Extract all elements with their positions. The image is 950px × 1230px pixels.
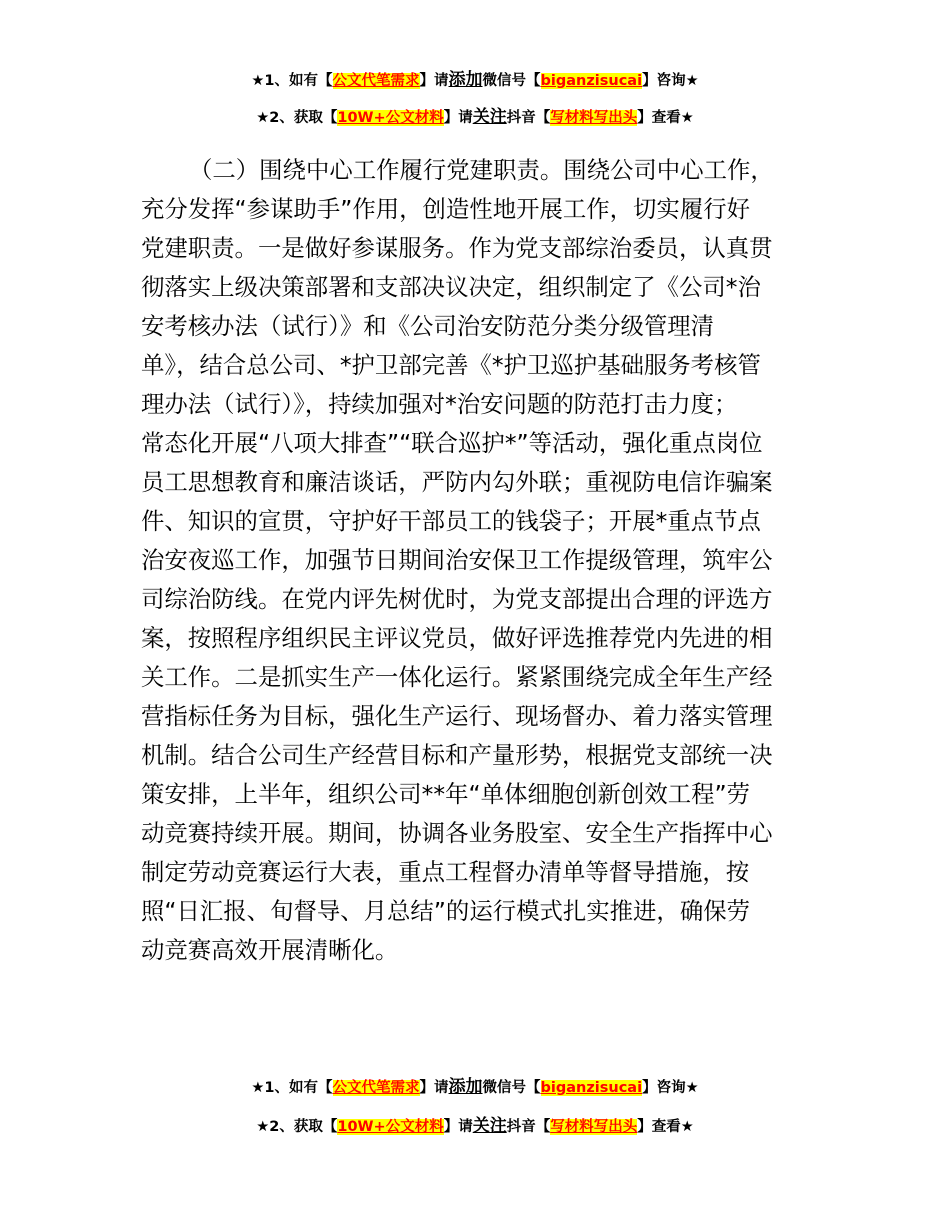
promo-mid: 】请 [443, 110, 473, 126]
body-line: 策安排，上半年，组织公司**年“单体细胞创新创效工程”劳 [141, 780, 750, 808]
promo-underlined-verb: 添加 [448, 1077, 483, 1097]
promo-mid: 微信号【 [482, 1080, 541, 1096]
promo-highlight-wechat-id: biganzisucai [540, 73, 643, 89]
promo-mid: 】请 [419, 1080, 449, 1096]
body-line: 治安夜巡工作，加强节日期间治安保卫工作提级管理，筑牢公 [141, 546, 773, 574]
body-line: 司综治防线。在党内评先树优时，为党支部提出合理的评选方 [141, 585, 773, 613]
body-line: 员工思想教育和廉洁谈话，严防内勾外联；重视防电信诈骗案 [141, 468, 773, 496]
promo-line-wechat [0, 70, 950, 91]
promo-suffix: 】查看★ [637, 1119, 694, 1135]
promo-suffix: 】咨询★ [642, 1080, 699, 1096]
promo-suffix: 】查看★ [637, 110, 694, 126]
promo-underlined-verb: 关注 [472, 107, 507, 127]
body-line: 充分发挥“参谋助手”作用，创造性地开展工作，切实履行好 [141, 195, 750, 223]
promo-highlight-wechat-id: biganzisucai [540, 1080, 643, 1096]
body-line: 关工作。二是抓实生产一体化运行。紧紧围绕完成全年生产经 [141, 663, 773, 691]
body-line: 机制。结合公司生产经营目标和产量形势，根据党支部统一决 [141, 741, 773, 769]
promo-prefix: ★1、如有【 [251, 73, 333, 89]
body-line: 动竞赛高效开展清晰化。 [141, 936, 399, 964]
promo-highlight-materials: 10W+公文材料 [337, 110, 444, 126]
body-line: 营指标任务为目标，强化生产运行、现场督办、着力落实管理 [141, 702, 773, 730]
promo-line-wechat-footer [0, 1077, 950, 1098]
body-line: 党建职责。一是做好参谋服务。作为党支部综治委员，认真贯 [141, 234, 773, 262]
promo-highlight-materials: 10W+公文材料 [337, 1119, 444, 1135]
body-line: 照“日汇报、旬督导、月总结”的运行模式扎实推进，确保劳 [141, 897, 750, 925]
body-line: 制定劳动竞赛运行大表，重点工程督办清单等督导措施，按 [141, 858, 750, 886]
promo-highlight-service: 公文代笔需求 [332, 1080, 420, 1096]
promo-line-douyin-footer [0, 1116, 950, 1137]
promo-highlight-service: 公文代笔需求 [332, 73, 420, 89]
promo-prefix: ★2、获取【 [256, 110, 338, 126]
promo-underlined-verb: 添加 [448, 70, 483, 90]
promo-mid: 】请 [443, 1119, 473, 1135]
promo-highlight-douyin-account: 写材料写出头 [550, 110, 638, 126]
promo-suffix: 】咨询★ [642, 73, 699, 89]
promo-mid: 】请 [419, 73, 449, 89]
body-line: 件、知识的宣贯，守护好干部员工的钱袋子；开展*重点节点 [141, 507, 761, 535]
body-line: 动竞赛持续开展。期间，协调各业务股室、安全生产指挥中心 [141, 819, 773, 847]
promo-mid: 抖音【 [506, 110, 551, 126]
body-line: 安考核办法（试行）》和《公司治安防范分类分级管理清 [141, 312, 715, 340]
body-line: （二）围绕中心工作履行党建职责。围绕公司中心工作， [189, 156, 774, 184]
promo-mid: 抖音【 [506, 1119, 551, 1135]
promo-prefix: ★1、如有【 [251, 1080, 333, 1096]
promo-mid: 微信号【 [482, 73, 541, 89]
promo-prefix: ★2、获取【 [256, 1119, 338, 1135]
body-line: 单》，结合总公司、*护卫部完善《*护卫巡护基础服务考核管 [141, 351, 761, 379]
promo-highlight-douyin-account: 写材料写出头 [550, 1119, 638, 1135]
promo-line-douyin [0, 107, 950, 128]
promo-underlined-verb: 关注 [472, 1116, 507, 1136]
body-line: 常态化开展“八项大排查”“联合巡护*”等活动，强化重点岗位 [141, 429, 763, 457]
body-line: 理办法（试行）》，持续加强对*治安问题的防范打击力度； [141, 390, 738, 418]
body-line: 彻落实上级决策部署和支部决议决定，组织制定了《公司*治 [141, 273, 761, 301]
body-paragraph [141, 151, 813, 970]
body-line: 案，按照程序组织民主评议党员，做好评选推荐党内先进的相 [141, 624, 773, 652]
